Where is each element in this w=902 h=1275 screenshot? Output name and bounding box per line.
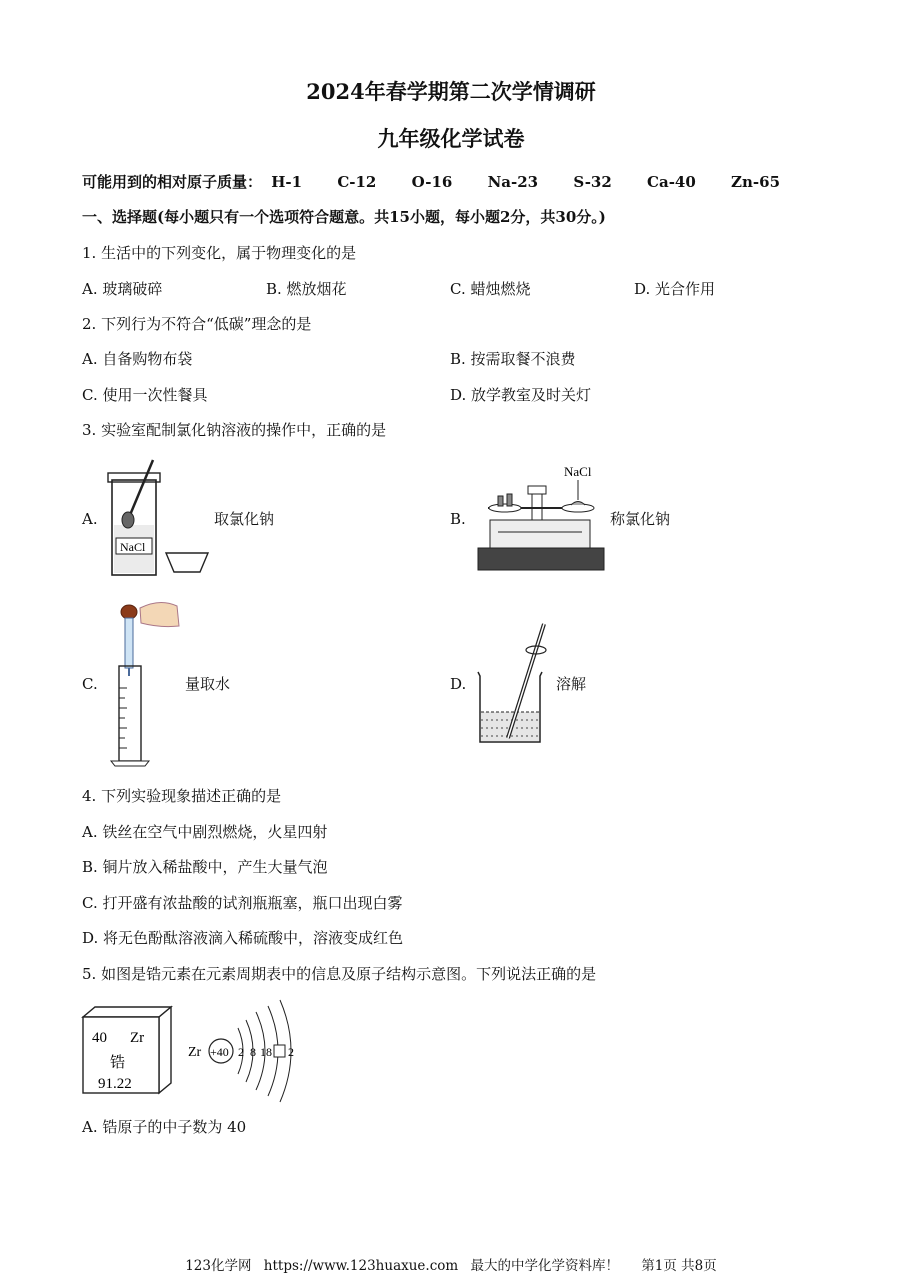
atomic-mass-item: Zn-65 bbox=[731, 173, 781, 191]
option-c: C. 使用一次性餐具 bbox=[82, 386, 208, 404]
page-subtitle: 九年级化学试卷 bbox=[377, 126, 525, 151]
option-d: D. 将无色酚酞溶液滴入稀硫酸中，溶液变成红色 bbox=[82, 929, 404, 947]
element-mass: 91.22 bbox=[98, 1076, 132, 1092]
balance-figure bbox=[470, 460, 610, 575]
option-a: A. 玻璃破碎 bbox=[82, 280, 163, 298]
option-c-caption: 量取水 bbox=[185, 675, 231, 693]
option-d-letter: D. bbox=[450, 675, 467, 693]
element-symbol: Zr bbox=[130, 1030, 145, 1046]
element-name: 锆 bbox=[110, 1053, 126, 1071]
blank-box bbox=[274, 1045, 285, 1057]
graduated-cylinder-figure bbox=[105, 598, 185, 768]
atomic-mass-item: H-1 bbox=[271, 173, 303, 191]
bottle-label: NaCl bbox=[120, 540, 146, 554]
atomic-mass-item: O-16 bbox=[411, 173, 453, 191]
atomic-mass-item: Ca-40 bbox=[647, 173, 696, 191]
reagent-bottle-figure bbox=[100, 455, 215, 580]
nucleus-charge: +40 bbox=[210, 1045, 229, 1059]
option-a: A. 锆原子的中子数为 40 bbox=[82, 1118, 247, 1136]
option-d: D. 放学教室及时关灯 bbox=[450, 386, 592, 404]
shell-electrons: 2 bbox=[238, 1045, 244, 1059]
atomic-mass-line bbox=[82, 172, 780, 192]
option-c-letter: C. bbox=[82, 675, 98, 693]
option-a-caption: 取氯化钠 bbox=[214, 510, 275, 528]
option-d-caption: 溶解 bbox=[556, 675, 587, 693]
option-a: A. 自备购物布袋 bbox=[82, 350, 193, 368]
section-heading: 一、选择题(每小题只有一个选项符合题意。共15小题，每小题2分，共30分。) bbox=[82, 208, 606, 226]
shell-electrons: 2 bbox=[288, 1045, 294, 1059]
element-card bbox=[80, 1005, 175, 1097]
page-footer bbox=[0, 1254, 902, 1274]
atomic-mass-label: 可能用到的相对原子质量： bbox=[82, 173, 263, 191]
option-a-letter: A. bbox=[82, 510, 98, 528]
option-d: D. 光合作用 bbox=[634, 280, 716, 298]
question-stem: 3. 实验室配制氯化钠溶液的操作中，正确的是 bbox=[82, 421, 387, 439]
option-a: A. 铁丝在空气中剧烈燃烧，火星四射 bbox=[82, 823, 328, 841]
balance-label: NaCl bbox=[564, 464, 592, 479]
page-title: 2024年春学期第二次学情调研 bbox=[306, 79, 596, 104]
option-b: B. 按需取餐不浪费 bbox=[450, 350, 576, 368]
option-c: C. 蜡烛燃烧 bbox=[450, 280, 531, 298]
option-c: C. 打开盛有浓盐酸的试剂瓶瓶塞，瓶口出现白雾 bbox=[82, 894, 403, 912]
question-stem: 5. 如图是锆元素在元素周期表中的信息及原子结构示意图。下列说法正确的是 bbox=[82, 965, 597, 983]
element-number: 40 bbox=[92, 1030, 107, 1046]
question-stem: 1. 生活中的下列变化，属于物理变化的是 bbox=[82, 244, 357, 262]
option-b-letter: B. bbox=[450, 510, 466, 528]
atom-structure-diagram bbox=[186, 998, 306, 1103]
atom-symbol: Zr bbox=[188, 1045, 202, 1060]
shell-electrons: 8 bbox=[250, 1045, 256, 1059]
atomic-mass-item: C-12 bbox=[337, 173, 377, 191]
beaker-figure bbox=[472, 620, 552, 748]
option-b-caption: 称氯化钠 bbox=[610, 510, 671, 528]
question-stem: 2. 下列行为不符合“低碳”理念的是 bbox=[82, 315, 312, 333]
shell-electrons: 18 bbox=[260, 1045, 272, 1059]
option-b: B. 铜片放入稀盐酸中，产生大量气泡 bbox=[82, 858, 328, 876]
footer-site: 123化学网 bbox=[185, 1258, 252, 1274]
question-stem: 4. 下列实验现象描述正确的是 bbox=[82, 787, 282, 805]
footer-page: 第1页 共8页 bbox=[641, 1258, 717, 1274]
atomic-mass-item: Na-23 bbox=[487, 173, 539, 191]
option-b: B. 燃放烟花 bbox=[266, 280, 347, 298]
footer-url[interactable]: https://www.123huaxue.com bbox=[263, 1258, 459, 1274]
atomic-mass-item: S-32 bbox=[573, 173, 612, 191]
footer-slogan: 最大的中学化学资料库！ bbox=[470, 1258, 619, 1274]
